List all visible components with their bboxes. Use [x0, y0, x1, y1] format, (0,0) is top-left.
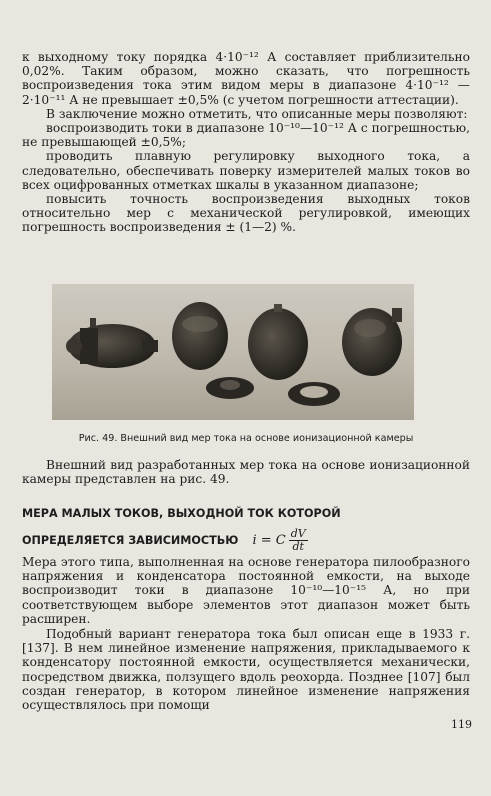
paragraph-conclusion: В заключение можно отметить, что описанные меры позволяют: [46, 106, 468, 121]
paragraph-intro: к выходному току порядка 4·10⁻¹² А составляет приблизительно 0,02%. Таким образом, можно сказать, что погрешность воспроизведения тока этим видом меры в диапазоне 4·10⁻¹² — 2·10⁻¹¹ А не превышает ±0,5% (с учетом погрешности аттестации). [22, 50, 470, 107]
text-block-figure-ref [22, 458, 470, 486]
heading-line-2: ОПРЕДЕЛЯЕТСЯ ЗАВИСИМОСТЬЮ [22, 533, 239, 547]
paragraph-type: Мера этого типа, выполненная на основе генератора пилообразного напряжения и конденсатора постоянной емкости, на выходе воспроизводит токи в диапазоне 10⁻¹⁰—10⁻¹⁵ А, но при соответствующем выборе элементов этот диапазон может быть расширен. [22, 555, 470, 626]
heading-line-1: МЕРА МАЛЫХ ТОКОВ, ВЫХОДНОЙ ТОК КОТОРОЙ [22, 507, 341, 520]
list-item: повысить точность воспроизведения выходных токов относительно мер с механической регулировкой, имеющих погрешность воспроизведения ± (1—2) %. [22, 192, 470, 235]
text-block-type [22, 555, 470, 626]
text-block-history [22, 627, 470, 712]
heading-line-2-row [22, 528, 470, 553]
paragraph-figure-ref: Внешний вид разработанных мер тока на основе ионизационной камеры представлен на рис. 49. [22, 458, 470, 487]
list-item: воспроизводить токи в диапазоне 10⁻¹⁰—10⁻¹² А с погрешностью, не превышающей ±0,5%; [22, 121, 470, 150]
figure-photo [52, 284, 414, 420]
heading-formula [252, 528, 307, 553]
formula-numerator: dV [290, 527, 306, 540]
formula-denominator: dt [292, 540, 304, 553]
figure-caption: Рис. 49. Внешний вид мер тока на основе ионизационной камеры [78, 433, 414, 444]
formula-fraction [289, 528, 308, 553]
section-heading [22, 506, 470, 553]
list-item: проводить плавную регулировку выходного тока, а следовательно, обеспечивать поверку измерителей малых токов во всех оцифрованных отметках шкалы в указанном диапазоне; [22, 149, 470, 192]
formula-lhs: i = C [252, 532, 286, 548]
page-number: 119 [451, 718, 472, 731]
text-block-top [22, 50, 470, 235]
paragraph-history: Подобный вариант генератора тока был описан еще в 1933 г. [137]. В нем линейное изменение напряжения, прикладываемого к конденсатору постоянной емкости, осуществляется механически, посредством движка, ползущего вдоль реохорда. Позднее [107] был создан генератор, в котором линейное изменение напряжения осуществлялось при помощи [22, 627, 470, 713]
current-measures-photo [52, 284, 414, 420]
